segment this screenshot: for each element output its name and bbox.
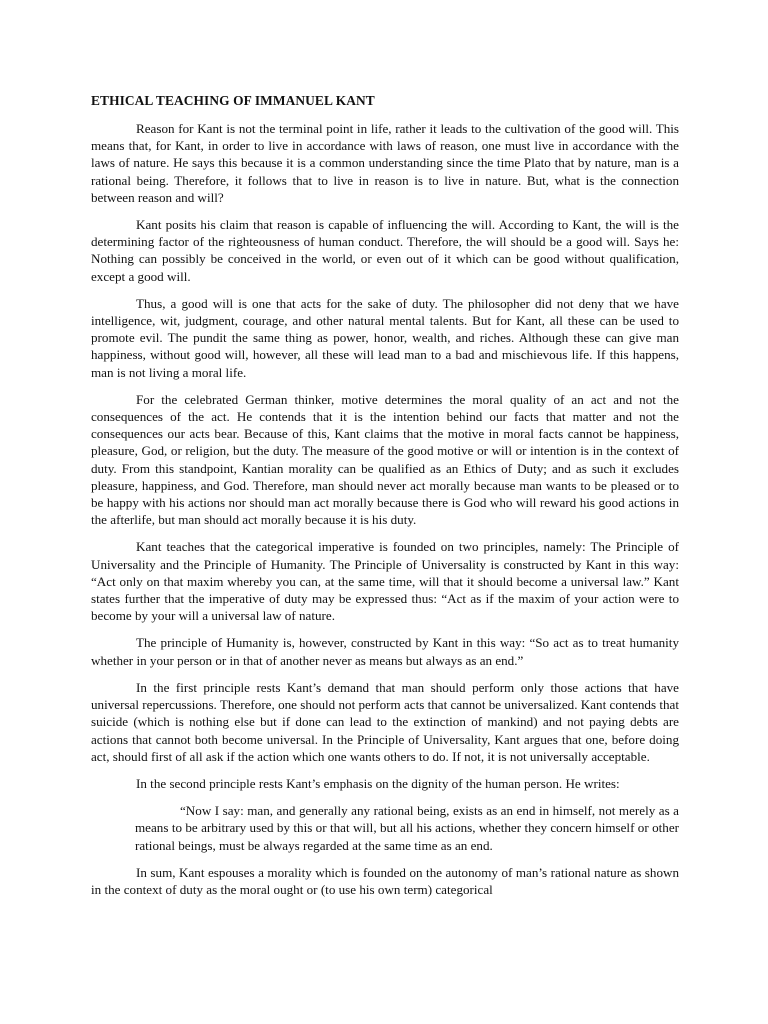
paragraph-7: In the first principle rests Kant’s demand that man should perform only those actions that have universal repercussions. Therefore, one should not perform acts that cannot be universalized. Kant contends that suicide (which is nothing else but if done can lead to the extinction of mankind) and not paying debts are actions that cannot both become universal. In the Principle of Universality, Kant argues that one, before doing act, should first of all ask if the action which one wants others to do. If not, it is not universally acceptable. [91, 679, 679, 764]
closing-paragraph: In sum, Kant espouses a morality which is founded on the autonomy of man’s rational nature as shown in the context of duty as the moral ought or (to use his own term) categorical [91, 864, 679, 897]
document-title: ETHICAL TEACHING OF IMMANUEL KANT [91, 93, 375, 108]
block-quote: “Now I say: man, and generally any rational being, exists as an end in himself, not merely as a means to be arbitrary used by this or that will, but all his actions, whether they concern himself or other rational beings, must be always regarded at the same time as an end. [135, 803, 679, 853]
paragraph-3: Thus, a good will is one that acts for the sake of duty. The philosopher did not deny that we have intelligence, wit, judgment, courage, and other natural mental talents. But for Kant, all these can be used to promote evil. The pundit the same thing as power, honor, wealth, and riches. Although these can give man happiness, without good will, however, all these will lead man to a bad and mischievous life. If this happens, man is not living a moral life. [91, 295, 679, 380]
paragraph-8: In the second principle rests Kant’s emphasis on the dignity of the human person. He writes: [136, 775, 620, 791]
paragraph-6: The principle of Humanity is, however, constructed by Kant in this way: “So act as to treat humanity whether in your person or in that of another never as means but always as an end.” [91, 635, 679, 668]
paragraph-1: Reason for Kant is not the terminal point in life, rather it leads to the cultivation of the good will. This means that, for Kant, in order to live in accordance with laws of reason, one must live in accordance with the laws of nature. He says this because it is a common understanding since the time Plato that by nature, man is a rational being. Therefore, it follows that to live in reason is to live in nature. But, what is the connection between reason and will? [91, 121, 679, 205]
paragraph-5: Kant teaches that the categorical imperative is founded on two principles, namely: The Principle of Universality and the Principle of Humanity. The Principle of Universality is constructed by Kant in this way: “Act only on that maxim whereby you can, at the same time, will that it should become a universal law.” Kant states further that the imperative of duty may be expressed thus: “Act as if the maxim of your action were to become by your will a universal law of nature. [91, 539, 679, 624]
document-page [91, 92, 679, 908]
paragraph-4: For the celebrated German thinker, motive determines the moral quality of an act and not the consequences of the act. He contends that it is the intention behind our facts that matter and not the consequences our acts bear. Because of this, Kant claims that the motive in moral facts cannot be happiness, pleasure, God, or religion, but the duty. The measure of the good motive or will or intention is in the context of duty. From this standpoint, Kantian morality can be qualified as an Ethics of Duty; and as such it excludes pleasure, happiness, and God. Therefore, man should never act morally because man wants to be pleased or to be happy with his actions nor should man act morally because there is God who will reward his good actions in the afterlife, but man should act morally because it is his duty. [91, 391, 679, 528]
paragraph-2: Kant posits his claim that reason is capable of influencing the will. According to Kant, the will is the determining factor of the righteousness of human conduct. Therefore, the will should be a good will. Says he: Nothing can possibly be conceived in the world, or even out of it which can be good without qualification, except a good will. [91, 217, 679, 284]
